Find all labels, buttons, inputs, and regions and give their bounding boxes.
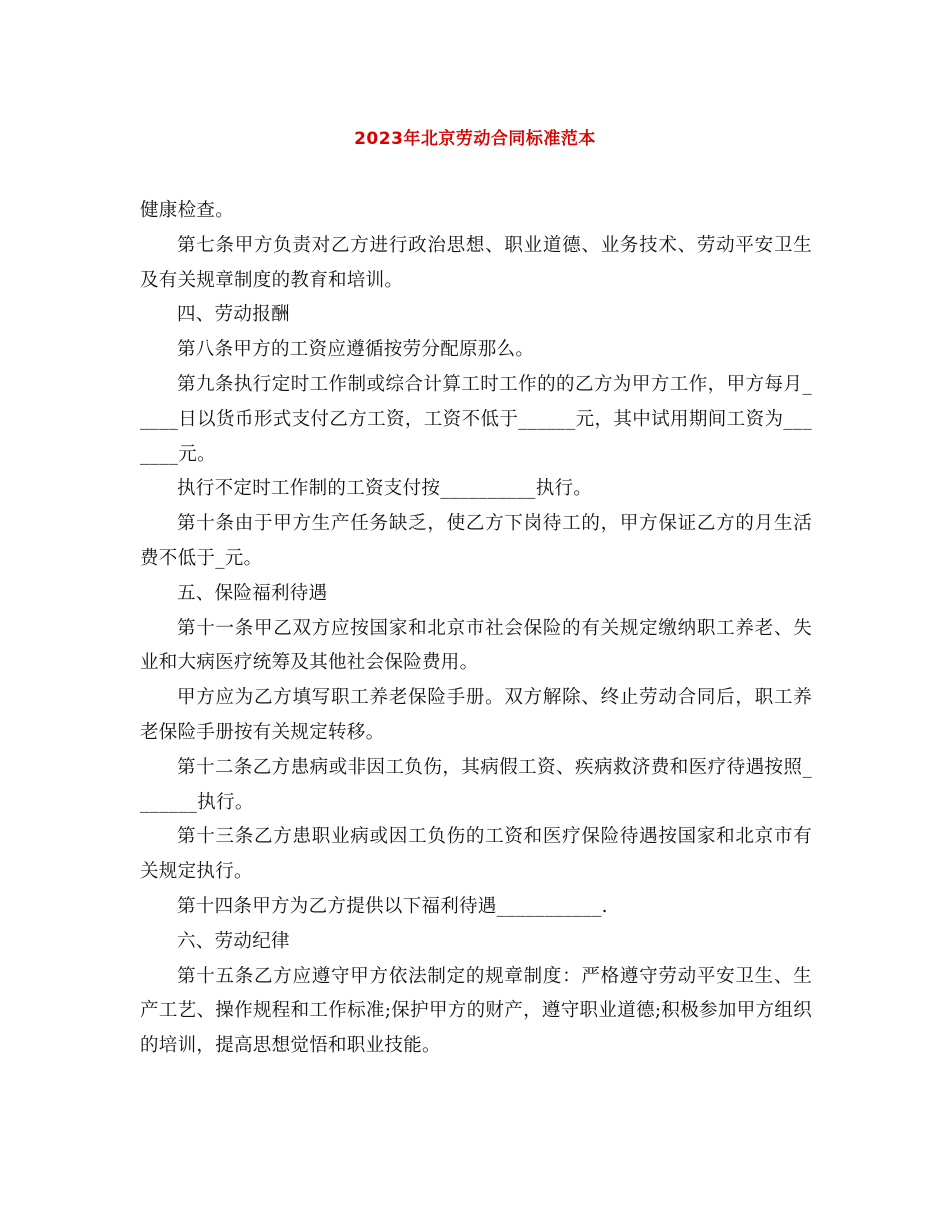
paragraph: 第十五条乙方应遵守甲方依法制定的规章制度：严格遵守劳动平安卫生、生产工艺、操作规程和工作标准;保护甲方的财产，遵守职业道德;积极参加甲方组织的培训，提高思想觉悟和职业技能。: [140, 965, 812, 1057]
paragraph: 第八条甲方的工资应遵循按劳分配原那么。: [177, 339, 535, 361]
paragraph: 甲方应为乙方填写职工养老保险手册。双方解除、终止劳动合同后，职工养老保险手册按有关规定转移。: [140, 687, 812, 743]
paragraph: 第十一条甲乙双方应按国家和北京市社会保险的有关规定缴纳职工养老、失业和大病医疗统筹及其他社会保险费用。: [140, 617, 812, 674]
paragraph: 健康检查。: [140, 200, 235, 221]
paragraph: 第九条执行定时工作制或综合计算工时工作的的乙方为甲方工作，甲方每月_____日以货币形式支付乙方工资，工资不低于______元，其中试用期间工资为_______元。: [140, 373, 812, 465]
paragraph: 第十条由于甲方生产任务缺乏，使乙方下岗待工的，甲方保证乙方的月生活费不低于_元。: [140, 513, 812, 569]
document-title: 2023年北京劳动合同标准范本: [354, 129, 596, 149]
document-body: [140, 194, 812, 1064]
section-heading: 五、保险福利待遇: [177, 582, 328, 604]
paragraph: 执行不定时工作制的工资支付按__________执行。: [177, 478, 593, 500]
paragraph: 第十二条乙方患病或非因工负伤，其病假工资、疾病救济费和医疗待遇按照_______执行。: [140, 756, 812, 813]
paragraph: 第十四条甲方为乙方提供以下福利待遇___________.: [177, 895, 608, 917]
section-heading: 六、劳动纪律: [177, 930, 290, 952]
paragraph: 第七条甲方负责对乙方进行政治思想、职业道德、业务技术、劳动平安卫生及有关规章制度的教育和培训。: [140, 234, 812, 291]
section-heading: 四、劳动报酬: [177, 304, 290, 326]
paragraph: 第十三条乙方患职业病或因工负伤的工资和医疗保险待遇按国家和北京市有关规定执行。: [140, 826, 812, 883]
